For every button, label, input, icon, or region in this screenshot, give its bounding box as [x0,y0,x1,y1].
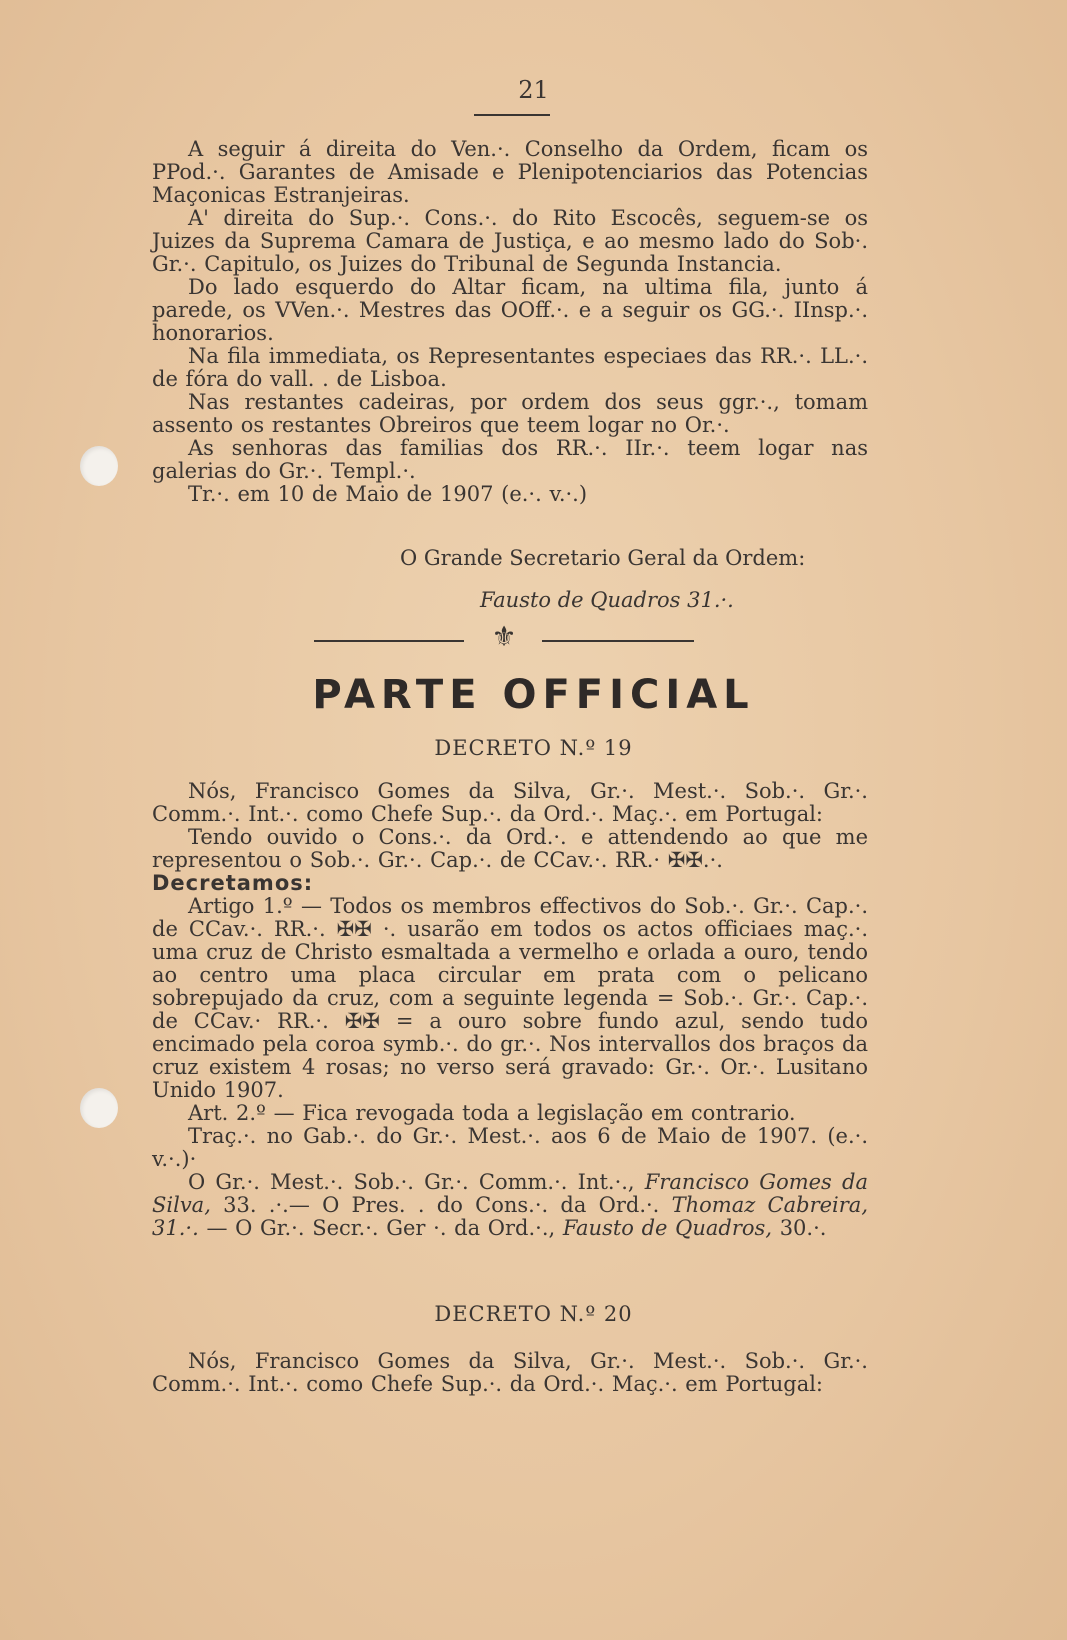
page-number-rule [474,114,550,116]
signature-thomaz: Thomaz Cabreira, 31.·. [152,1193,868,1240]
signature-end: 30.·. [779,1216,827,1240]
decree-article-2: Art. 2.º — Fica revogada toda a legislação em contrario. [188,1101,796,1125]
decree-date: Traç.·. no Gab.·. do Gr.·. Mest.·. aos 6 de Maio de 1907. (e.·. v.·.)· [152,1124,868,1171]
signature-title: O Grande Secretario Geral da Ordem: [400,546,806,570]
decree-recital: Tendo ouvido o Cons.·. da Ord.·. e attendendo ao que me representou o Sob.·. Gr.·. Cap.·. de CCav.·. RR.· ✠✠.·. [152,825,868,872]
intro-paragraph: Nas restantes cadeiras, por ordem dos seus ggr.·., tomam assento os restantes Obreiros que teem logar no Or.·. [152,390,868,437]
signature-prefix: O Gr.·. Mest.·. Sob.·. Gr.·. Comm.·. Int.·., [188,1170,635,1194]
intro-paragraph: A seguir á direita do Ven.·. Conselho da Ordem, ficam os PPod.·. Garantes de Amisade e Plenipotenciarios das Potencias Maçonicas Estranjeiras. [152,137,868,207]
decree-signatures [152,1171,868,1240]
intro-paragraph: Na fila immediata, os Representantes especiaes das RR.·. LL.·. de fóra do vall. . de Lisboa. [152,344,868,391]
decree-opening: Nós, Francisco Gomes da Silva, Gr.·. Mest.·. Sob.·. Gr.·. Comm.·. Int.·. como Chefe Sup.·. da Ord.·. Maç.·. em Portugal: [152,779,868,826]
decree-20-body [152,1350,868,1396]
signature-name: Fausto de Quadros 31.·. [480,588,734,612]
section-title: PARTE OFFICIAL [312,672,755,718]
signature-francisco: Francisco Gomes da Silva, [152,1170,868,1217]
decree-article-1: Artigo 1.º — Todos os membros effectivos do Sob.·. Gr.·. Cap.·. de CCav.·. RR.·. ✠✠ ·. usarão em todos os actos officiaes maç.·. uma cruz de Christo esmaltada a vermelho e orlada a ouro, tendo ao centro uma placa circular em prata com o pelicano sobrepujado da cruz, com a seguinte legenda = Sob.·. Gr.·. Cap.·. de CCav.· RR.·. ✠✠ = a ouro sobre fundo azul, sendo tudo encimado pela coroa symb.·. do gr.·. Nos intervallos dos braços da cruz existem 4 rosas; no verso será gravado: Gr.·. Or.·. Lusitano Unido 1907. [152,894,868,1102]
section-divider [314,620,694,660]
intro-paragraph: Do lado esquerdo do Altar ficam, na ultima fila, junto á parede, os VVen.·. Mestres das OOff.·. e a seguir os GG.·. IInsp.·. honorarios. [152,275,868,345]
decree-19-body [152,780,868,1240]
intro-paragraph: As senhoras das familias dos RR.·. IIr.·. teem logar nas galerias do Gr.·. Templ.·. [152,436,868,483]
signature-middle-2: — O Gr.·. Secr.·. Ger ·. da Ord.·., [206,1216,556,1240]
signature-middle-1: 33. .·.— O Pres. . do Cons.·. da Ord.·. [223,1193,660,1217]
divider-line-left [314,640,464,642]
binder-hole-top [80,446,118,486]
decretamos-label: Decretamos: [152,871,314,895]
intro-paragraph: A' direita do Sup.·. Cons.·. do Rito Escocês, seguem-se os Juizes da Suprema Camara de Justiça, e ao mesmo lado do Sob·. Gr.·. Capitulo, os Juizes do Tribunal de Segunda Instancia. [152,206,868,276]
signature-fausto: Fausto de Quadros, [562,1216,772,1240]
divider-line-right [542,640,694,642]
decree-19-title: DECRETO N.º 19 [434,736,633,760]
fleuron-icon: ⚜ [491,620,517,653]
decree-20-title: DECRETO N.º 20 [434,1302,633,1326]
decretamos-heading [152,872,868,895]
binder-hole-bottom [80,1088,118,1128]
intro-date: Tr.·. em 10 de Maio de 1907 (e.·. v.·.) [188,482,588,506]
decree-opening: Nós, Francisco Gomes da Silva, Gr.·. Mest.·. Sob.·. Gr.·. Comm.·. Int.·. como Chefe Sup.·. da Ord.·. Maç.·. em Portugal: [152,1349,868,1396]
intro-text [152,138,868,506]
page-number: 21 [518,76,549,104]
